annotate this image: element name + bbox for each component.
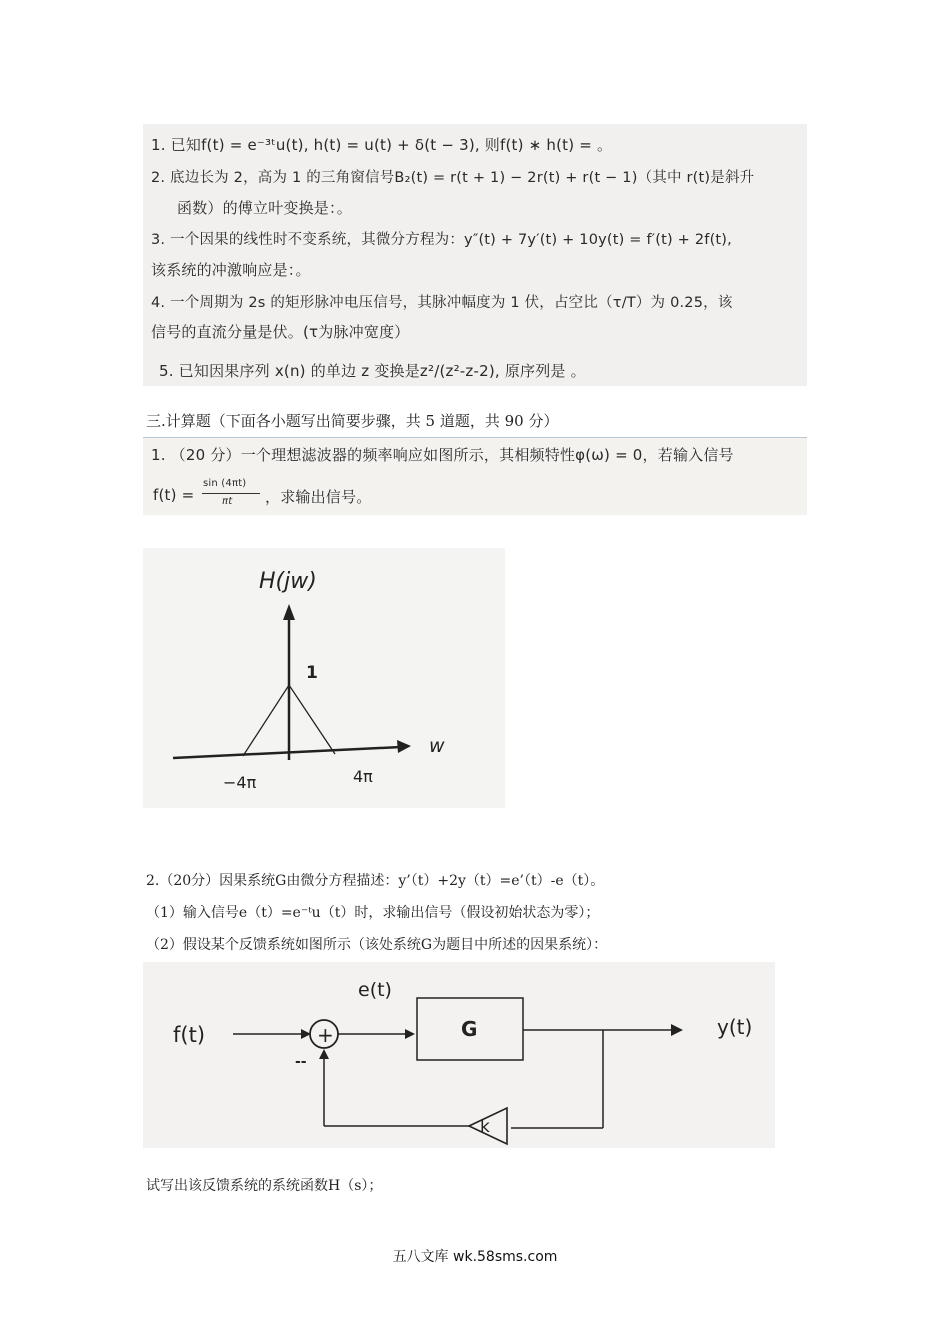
calc-q1-denominator: πt xyxy=(222,496,233,507)
feedback-arrowhead xyxy=(319,1049,329,1059)
question-1: 1. 已知f(t) = e⁻³ᵗu(t), h(t) = u(t) + δ(t − 3), 则f(t) ∗ h(t) = 。 xyxy=(151,136,613,154)
calc-q1-suffix: ，求输出信号。 xyxy=(265,488,372,506)
frequency-response-figure xyxy=(143,548,505,808)
calc-q2-line-3: （2）假设某个反馈系统如图所示（该处系统G为题目中所述的因果系统）： xyxy=(146,937,608,953)
fill-in-scan xyxy=(143,124,807,386)
system-g-label: G xyxy=(461,1017,478,1041)
x-axis xyxy=(173,747,401,758)
question-3-line-2: 该系统的冲激响应是：。 xyxy=(151,261,311,279)
feedback-diagram-figure xyxy=(143,962,775,1148)
left-tick-label: −4π xyxy=(223,773,257,792)
output-label: y(t) xyxy=(717,1015,753,1039)
calc-q1-numerator: sin (4πt) xyxy=(203,478,247,489)
footer-watermark: 五八文库 wk.58sms.com xyxy=(392,1249,558,1265)
question-4-line-2: 信号的直流分量是伏。(τ为脉冲宽度） xyxy=(151,323,410,341)
calc-q1-scan xyxy=(143,438,807,515)
output-arrowhead xyxy=(671,1024,683,1036)
section3-heading: 三.计算题（下面各小题写出简要步骤，共 5 道题，共 90 分） xyxy=(146,412,559,430)
question-2-line-1: 2. 底边长为 2，高为 1 的三角窗信号B₂(t) = r(t + 1) − 2r(t) + r(t − 1)（其中 r(t)是斜升 xyxy=(151,170,755,186)
fraction-bar xyxy=(202,493,260,494)
input-label: f(t) xyxy=(173,1023,206,1047)
y-axis-label: H(jw) xyxy=(259,569,317,594)
calc-q1-line-1: 1. （20 分）一个理想滤波器的频率响应如图所示，其相频特性φ(ω) = 0，若输入信号 xyxy=(151,446,734,464)
error-label: e(t) xyxy=(358,979,392,1001)
frequency-response-svg xyxy=(143,548,505,808)
calc-q2-line-1: 2.（20分）因果系统G由微分方程描述：y’（t）+2y（t）=e’（t）-e（t）。 xyxy=(146,873,605,889)
peak-label: 1 xyxy=(306,663,318,683)
question-2-line-2: 函数）的傅立叶变换是：。 xyxy=(177,199,352,217)
calc-q2-line-2: （1）输入信号e（t）=e⁻ᵗu（t）时，求输出信号（假设初始状态为零）； xyxy=(146,905,600,921)
sum-symbol: + xyxy=(317,1023,334,1047)
x-axis-arrow xyxy=(397,740,411,753)
question-4-line-1: 4. 一个周期为 2s 的矩形脉冲电压信号，其脉冲幅度为 1 伏，占空比（τ/T）为 0.25，该 xyxy=(151,295,733,311)
feedback-diagram-svg xyxy=(143,962,775,1148)
y-axis-arrow xyxy=(283,604,295,620)
gain-label: k xyxy=(480,1117,490,1137)
x-axis-label: w xyxy=(429,735,445,757)
question-5: 5. 已知因果序列 x(n) 的单边 z 变换是z²/(z²-z-2), 原序列是 。 xyxy=(159,362,586,380)
calc-q2-line-4: 试写出该反馈系统的系统函数H（s）； xyxy=(146,1178,383,1194)
question-3-line-1: 3. 一个因果的线性时不变系统，其微分方程为：y″(t) + 7y′(t) + 10y(t) = f′(t) + 2f(t), xyxy=(151,232,732,248)
right-tick-label: 4π xyxy=(353,767,373,786)
minus-symbol: -- xyxy=(295,1054,307,1070)
error-arrowhead xyxy=(405,1029,415,1039)
calc-q1-formula-prefix: f(t) = xyxy=(153,486,195,504)
